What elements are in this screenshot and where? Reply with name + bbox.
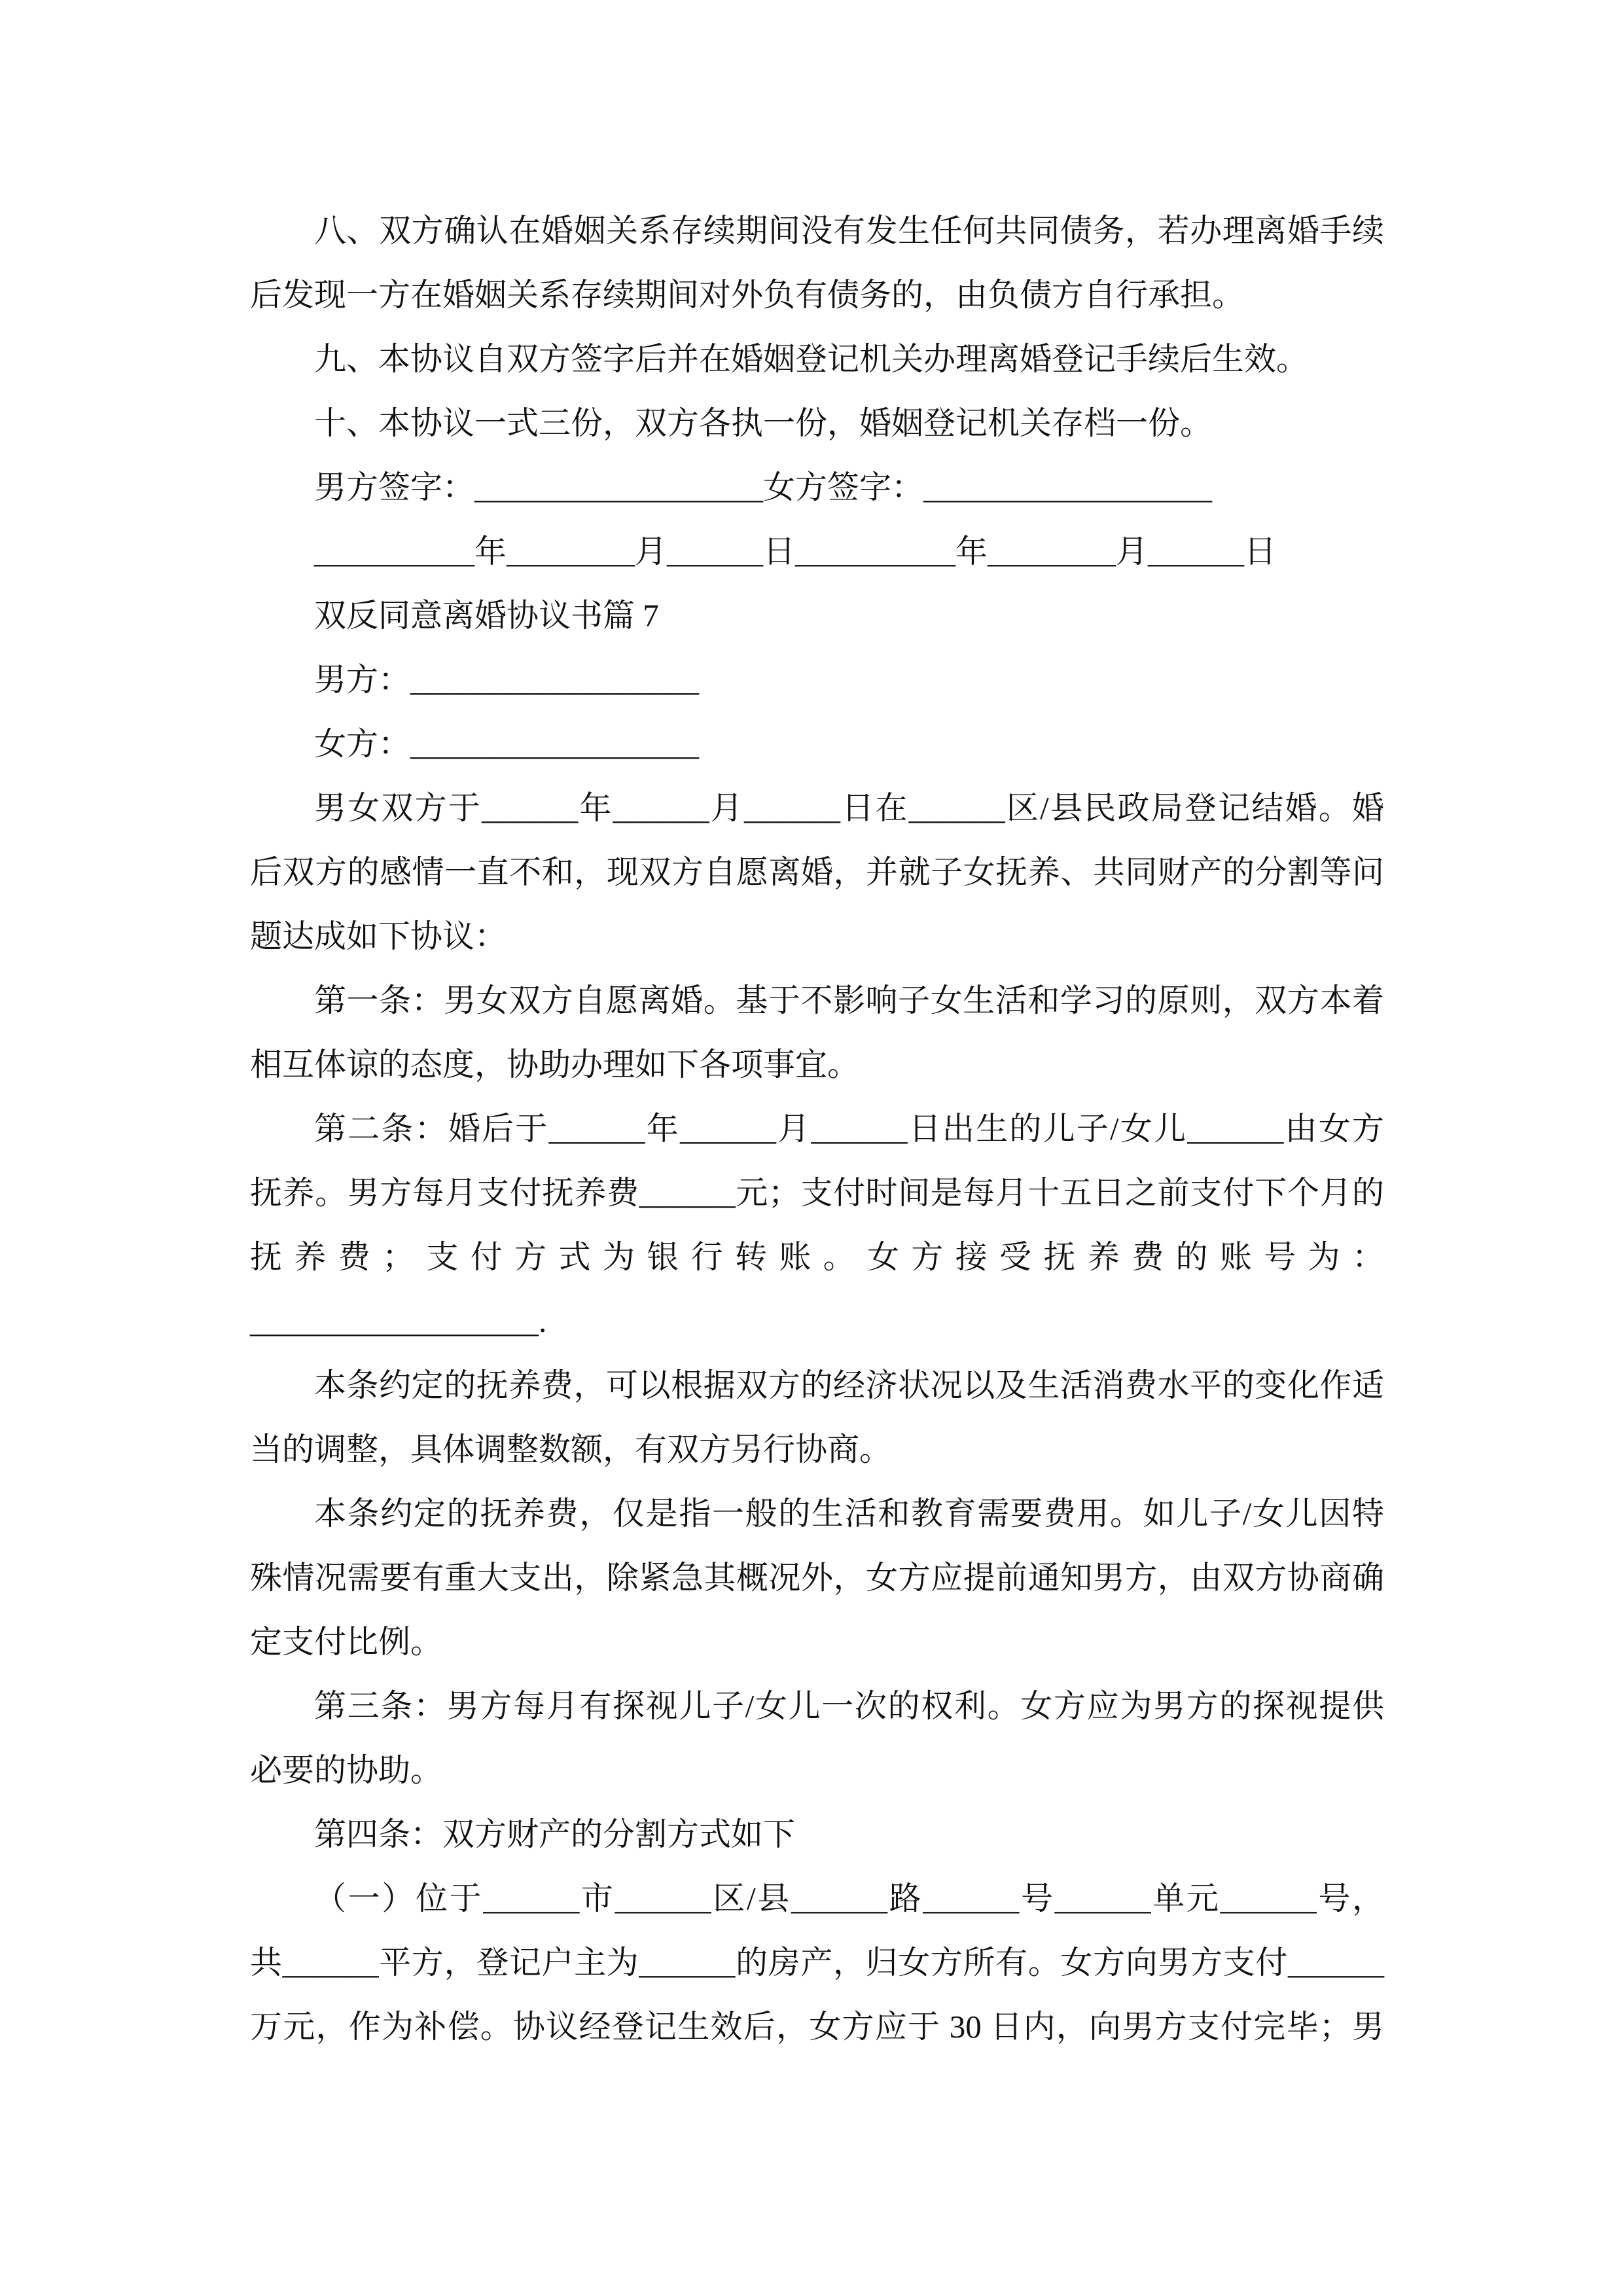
text-line: 万元，作为补偿。协议经登记生效后，女方应于 30 日内，向男方支付完毕；男 xyxy=(250,2009,1384,2045)
intro-paragraph xyxy=(250,776,1384,969)
article-1 xyxy=(250,969,1384,1097)
text-line: __________年________月______日__________年________月______日 xyxy=(314,533,1276,569)
text-line: 相互体谅的态度，协助办理如下各项事宜。 xyxy=(250,1047,860,1083)
text-line: 本条约定的抚养费，可以根据双方的经济状况以及生活消费水平的变化作适 xyxy=(314,1367,1384,1403)
text-line: 男方：__________________ xyxy=(314,662,700,698)
text-line: 必要的协助。 xyxy=(250,1752,443,1788)
article-3 xyxy=(250,1674,1384,1803)
text-line: 双反同意离婚协议书篇 7 xyxy=(314,598,659,634)
article-2 xyxy=(250,1097,1384,1354)
female-party-line xyxy=(250,712,1384,776)
text-line: __________________. xyxy=(250,1303,547,1339)
text-line: 第四条：双方财产的分割方式如下 xyxy=(314,1816,796,1852)
clause-8 xyxy=(250,199,1384,327)
article-4-item-1 xyxy=(250,1867,1384,2059)
text-line: （一）位于______市______区/县______路______号______单元______号， xyxy=(314,1880,1384,1916)
text-line: 定支付比例。 xyxy=(250,1624,443,1660)
text-line: 九、本协议自双方签字后并在婚姻登记机关办理离婚登记手续后生效。 xyxy=(314,341,1309,377)
text-line: 男女双方于______年______月______日在______区/县民政局登记结婚。婚 xyxy=(314,790,1384,826)
clause-10 xyxy=(250,391,1384,456)
text-line: 本条约定的抚养费，仅是指一般的生活和教育需要费用。如儿子/女儿因特 xyxy=(314,1496,1384,1532)
section-heading xyxy=(250,584,1384,648)
text-line: 第三条：男方每月有探视儿子/女儿一次的权利。女方应为男方的探视提供 xyxy=(314,1688,1384,1724)
text-line: 当的调整，具体调整数额，有双方另行协商。 xyxy=(250,1431,892,1467)
article-4 xyxy=(250,1803,1384,1867)
clause-9 xyxy=(250,327,1384,391)
male-party-line xyxy=(250,648,1384,712)
date-line xyxy=(250,520,1384,584)
article-2-note-2 xyxy=(250,1482,1384,1674)
document-page xyxy=(250,199,1384,2059)
text-line: 第一条：男女双方自愿离婚。基于不影响子女生活和学习的原则，双方本着 xyxy=(314,982,1384,1018)
text-line: 第二条：婚后于______年______月______日出生的儿子/女儿______由女方 xyxy=(314,1111,1384,1147)
text-line: 十、本协议一式三份，双方各执一份，婚姻登记机关存档一份。 xyxy=(314,405,1213,441)
text-line: 题达成如下协议： xyxy=(250,918,507,954)
text-line: 抚养费；支付方式为银行转账。女方接受抚养费的账号为： xyxy=(250,1239,1384,1275)
text-line: 共______平方，登记户主为______的房产，归女方所有。女方向男方支付______ xyxy=(250,1945,1384,1981)
text-line: 男方签字：__________________女方签字：__________________ xyxy=(314,469,1213,505)
article-2-note-1 xyxy=(250,1354,1384,1482)
text-line: 殊情况需要有重大支出，除紧急其概况外，女方应提前通知男方，由双方协商确 xyxy=(250,1560,1384,1596)
text-line: 八、双方确认在婚姻关系存续期间没有发生任何共同债务，若办理离婚手续 xyxy=(314,213,1384,249)
signature-line xyxy=(250,456,1384,520)
text-line: 后发现一方在婚姻关系存续期间对外负有债务的，由负债方自行承担。 xyxy=(250,277,1245,313)
text-line: 抚养。男方每月支付抚养费______元；支付时间是每月十五日之前支付下个月的 xyxy=(250,1175,1384,1211)
text-line: 女方：__________________ xyxy=(314,726,700,762)
text-line: 后双方的感情一直不和，现双方自愿离婚，并就子女抚养、共同财产的分割等问 xyxy=(250,854,1384,890)
